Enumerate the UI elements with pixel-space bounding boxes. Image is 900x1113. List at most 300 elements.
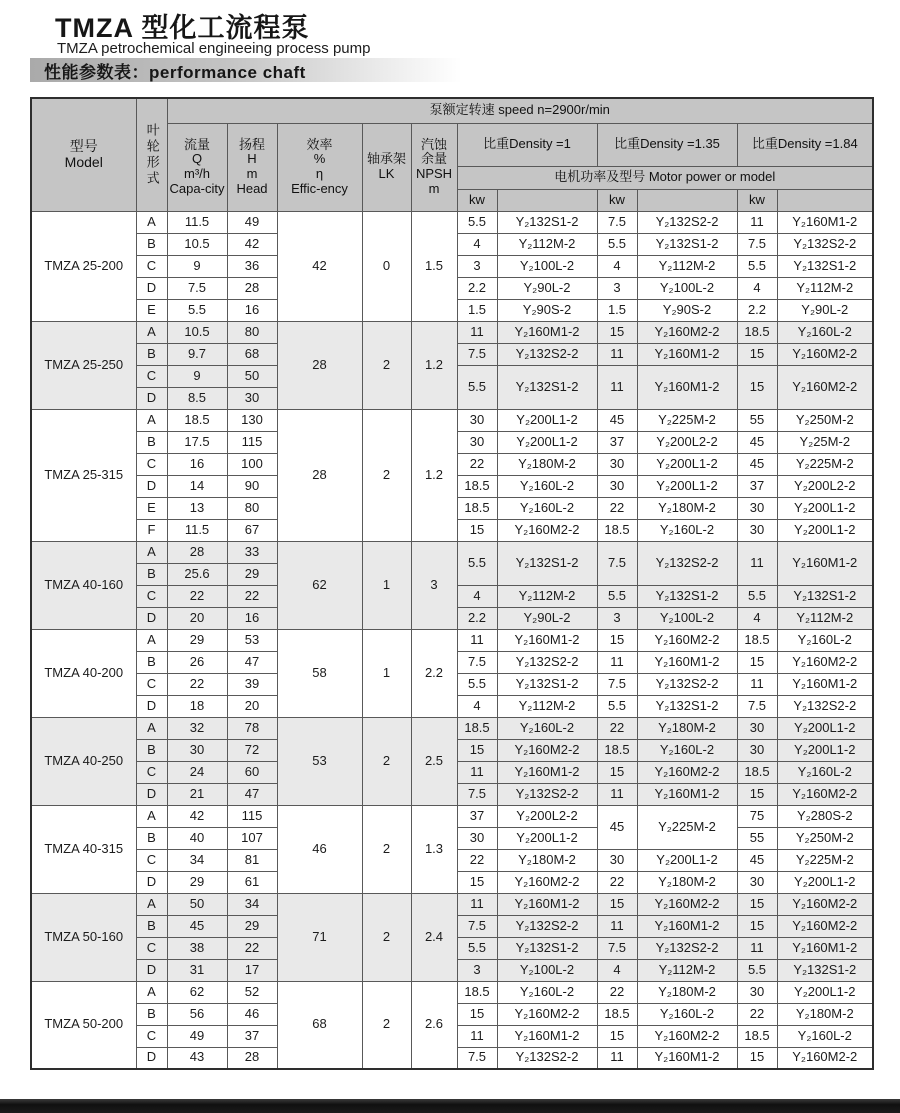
model-cell: TMZA 50-200 — [31, 981, 136, 1069]
motor-kw-cell: 18.5 — [597, 1003, 637, 1025]
header-bearing — [362, 123, 411, 211]
motor-model-cell: Y₂132S1-2 — [777, 585, 873, 607]
impeller-cell: A — [136, 409, 167, 431]
motor-model-cell: Y₂132S1-2 — [637, 233, 737, 255]
section-header — [30, 58, 462, 82]
impeller-cell: C — [136, 761, 167, 783]
motor-model-cell: Y₂225M-2 — [777, 849, 873, 871]
motor-model-cell: Y₂132S1-2 — [497, 937, 597, 959]
impeller-cell: C — [136, 849, 167, 871]
motor-model-cell: Y₂160M2-2 — [777, 343, 873, 365]
motor-kw-cell: 7.5 — [457, 651, 497, 673]
motor-kw-cell: 5.5 — [597, 695, 637, 717]
head-cell: 53 — [227, 629, 277, 651]
capacity-cell: 32 — [167, 717, 227, 739]
header-impeller — [136, 98, 167, 211]
impeller-cell: A — [136, 629, 167, 651]
capacity-cell: 26 — [167, 651, 227, 673]
impeller-cell: D — [136, 959, 167, 981]
page-title: TMZA 型化工流程泵 — [55, 13, 310, 43]
pump-row — [31, 981, 873, 1003]
model-cell: TMZA 40-315 — [31, 805, 136, 893]
head-cell: 115 — [227, 805, 277, 827]
motor-model-cell: Y₂160M1-2 — [777, 541, 873, 585]
head-cell: 37 — [227, 1025, 277, 1047]
pump-row — [31, 321, 873, 343]
capacity-cell: 16 — [167, 453, 227, 475]
capacity-cell: 14 — [167, 475, 227, 497]
motor-kw-cell: 4 — [457, 585, 497, 607]
header-capacity-zh: 流量 — [183, 136, 210, 152]
header-efficiency-unit: % — [313, 151, 326, 167]
pump-table-body — [31, 211, 873, 1069]
pump-row — [31, 211, 873, 233]
capacity-cell: 29 — [167, 629, 227, 651]
bearing-cell: 0 — [362, 211, 411, 321]
motor-kw-cell: 15 — [737, 1047, 777, 1069]
table-header — [31, 98, 873, 211]
motor-model-cell: Y₂160M2-2 — [497, 739, 597, 761]
motor-model-cell: Y₂200L1-2 — [497, 431, 597, 453]
motor-model-cell: Y₂200L1-2 — [637, 849, 737, 871]
bearing-cell: 2 — [362, 805, 411, 893]
npsh-cell: 1.2 — [411, 409, 457, 541]
efficiency-cell: 42 — [277, 211, 362, 321]
motor-kw-cell: 2.2 — [737, 299, 777, 321]
head-cell: 47 — [227, 783, 277, 805]
motor-kw-cell: 11 — [737, 541, 777, 585]
motor-model-cell: Y₂160M2-2 — [637, 321, 737, 343]
efficiency-cell: 46 — [277, 805, 362, 893]
motor-kw-cell: 5.5 — [457, 673, 497, 695]
motor-kw-cell: 30 — [737, 717, 777, 739]
motor-model-cell: Y₂200L2-2 — [637, 431, 737, 453]
capacity-cell: 38 — [167, 937, 227, 959]
head-cell: 80 — [227, 321, 277, 343]
bearing-cell: 2 — [362, 893, 411, 981]
motor-kw-cell: 3 — [457, 255, 497, 277]
motor-model-cell: Y₂160L-2 — [777, 629, 873, 651]
impeller-cell: C — [136, 937, 167, 959]
motor-kw-cell: 11 — [737, 673, 777, 695]
motor-kw-cell: 37 — [737, 475, 777, 497]
motor-model-cell: Y₂100L-2 — [497, 959, 597, 981]
head-cell: 22 — [227, 585, 277, 607]
motor-model-cell: Y₂160M1-2 — [637, 651, 737, 673]
head-cell: 34 — [227, 893, 277, 915]
capacity-cell: 11.5 — [167, 519, 227, 541]
motor-model-cell: Y₂180M-2 — [777, 1003, 873, 1025]
motor-kw-cell: 18.5 — [457, 981, 497, 1003]
bearing-cell: 2 — [362, 409, 411, 541]
npsh-cell: 2.4 — [411, 893, 457, 981]
impeller-cell: A — [136, 981, 167, 1003]
capacity-cell: 40 — [167, 827, 227, 849]
impeller-cell: A — [136, 805, 167, 827]
motor-model-cell: Y₂25M-2 — [777, 431, 873, 453]
impeller-cell: E — [136, 497, 167, 519]
capacity-cell: 18 — [167, 695, 227, 717]
npsh-cell: 3 — [411, 541, 457, 629]
motor-model-cell: Y₂90L-2 — [777, 299, 873, 321]
impeller-cell: E — [136, 299, 167, 321]
capacity-cell: 30 — [167, 739, 227, 761]
motor-model-cell: Y₂90S-2 — [497, 299, 597, 321]
motor-kw-cell: 30 — [457, 827, 497, 849]
impeller-cell: A — [136, 893, 167, 915]
motor-kw-cell: 22 — [597, 497, 637, 519]
header-model-en: Model — [64, 153, 103, 170]
capacity-cell: 5.5 — [167, 299, 227, 321]
motor-kw-cell: 15 — [457, 739, 497, 761]
motor-model-cell: Y₂160M2-2 — [777, 651, 873, 673]
motor-kw-cell: 11 — [597, 651, 637, 673]
motor-kw-cell: 30 — [597, 475, 637, 497]
head-cell: 17 — [227, 959, 277, 981]
motor-model-cell: Y₂132S2-2 — [637, 541, 737, 585]
impeller-cell: A — [136, 717, 167, 739]
motor-model-cell: Y₂160M1-2 — [637, 365, 737, 409]
pump-row — [31, 717, 873, 739]
motor-kw-cell: 11 — [457, 321, 497, 343]
npsh-cell: 1.3 — [411, 805, 457, 893]
motor-kw-cell: 55 — [737, 827, 777, 849]
page-subtitle: TMZA petrochemical engineeing process pump — [57, 40, 371, 57]
header-density-3: 比重Density =1.84 — [737, 123, 873, 166]
motor-model-cell: Y₂160M1-2 — [497, 761, 597, 783]
header-head-symbol: H — [247, 151, 257, 167]
motor-kw-cell: 18.5 — [737, 321, 777, 343]
motor-kw-cell: 1.5 — [597, 299, 637, 321]
motor-kw-cell: 18.5 — [737, 629, 777, 651]
motor-model-cell: Y₂90S-2 — [637, 299, 737, 321]
motor-kw-cell: 7.5 — [597, 541, 637, 585]
header-speed-banner: 泵额定转速 speed n=2900r/min — [167, 98, 873, 123]
impeller-cell: B — [136, 827, 167, 849]
motor-kw-cell: 5.5 — [737, 255, 777, 277]
motor-model-cell: Y₂132S2-2 — [637, 673, 737, 695]
motor-model-cell: Y₂132S2-2 — [637, 211, 737, 233]
header-head-unit: m — [246, 166, 258, 181]
motor-kw-cell: 4 — [737, 277, 777, 299]
capacity-cell: 31 — [167, 959, 227, 981]
motor-kw-cell: 5.5 — [457, 937, 497, 959]
head-cell: 67 — [227, 519, 277, 541]
impeller-cell: C — [136, 1025, 167, 1047]
pump-row — [31, 541, 873, 563]
header-npsh — [411, 123, 457, 211]
motor-model-cell: Y₂132S1-2 — [497, 541, 597, 585]
impeller-cell: F — [136, 519, 167, 541]
motor-kw-cell: 55 — [737, 409, 777, 431]
header-model-zh: 型号 — [69, 138, 98, 155]
motor-model-cell: Y₂225M-2 — [637, 409, 737, 431]
motor-kw-cell: 11 — [737, 211, 777, 233]
motor-kw-cell: 30 — [457, 431, 497, 453]
motor-model-cell: Y₂180M-2 — [637, 497, 737, 519]
impeller-cell: B — [136, 1003, 167, 1025]
header-density-2: 比重Density =1.35 — [597, 123, 737, 166]
header-npsh-zh1: 汽蚀 — [420, 136, 447, 152]
motor-kw-cell: 22 — [597, 717, 637, 739]
motor-kw-cell: 18.5 — [597, 739, 637, 761]
model-cell: TMZA 25-250 — [31, 321, 136, 409]
bearing-cell: 2 — [362, 981, 411, 1069]
impeller-cell: B — [136, 915, 167, 937]
header-head-zh: 扬程 — [238, 136, 265, 152]
motor-model-cell: Y₂160M2-2 — [637, 893, 737, 915]
motor-model-cell: Y₂200L1-2 — [497, 827, 597, 849]
motor-kw-cell: 22 — [457, 453, 497, 475]
motor-model-cell: Y₂160M1-2 — [497, 321, 597, 343]
motor-model-cell: Y₂250M-2 — [777, 409, 873, 431]
motor-model-cell: Y₂160M2-2 — [777, 1047, 873, 1069]
head-cell: 90 — [227, 475, 277, 497]
motor-kw-cell: 75 — [737, 805, 777, 827]
motor-kw-cell: 7.5 — [457, 783, 497, 805]
header-head-en: Head — [236, 180, 268, 196]
capacity-cell: 22 — [167, 673, 227, 695]
motor-model-cell: Y₂100L-2 — [637, 607, 737, 629]
efficiency-cell: 71 — [277, 893, 362, 981]
motor-kw-cell: 4 — [457, 233, 497, 255]
motor-kw-cell: 22 — [737, 1003, 777, 1025]
motor-model-cell: Y₂112M-2 — [637, 959, 737, 981]
motor-kw-cell: 3 — [457, 959, 497, 981]
model-cell: TMZA 50-160 — [31, 893, 136, 981]
motor-kw-cell: 15 — [737, 365, 777, 409]
efficiency-cell: 62 — [277, 541, 362, 629]
motor-model-cell: Y₂100L-2 — [497, 255, 597, 277]
motor-kw-cell: 18.5 — [457, 717, 497, 739]
head-cell: 29 — [227, 915, 277, 937]
motor-model-cell: Y₂112M-2 — [777, 607, 873, 629]
pump-row — [31, 629, 873, 651]
motor-model-cell: Y₂160L-2 — [777, 321, 873, 343]
motor-kw-cell: 5.5 — [457, 211, 497, 233]
impeller-cell: C — [136, 673, 167, 695]
capacity-cell: 25.6 — [167, 563, 227, 585]
motor-model-cell: Y₂132S1-2 — [777, 255, 873, 277]
motor-model-cell: Y₂160M2-2 — [777, 915, 873, 937]
motor-kw-cell: 15 — [737, 343, 777, 365]
motor-kw-cell: 45 — [737, 849, 777, 871]
capacity-cell: 45 — [167, 915, 227, 937]
motor-kw-cell: 22 — [457, 849, 497, 871]
page-bottom-edge — [0, 1099, 900, 1113]
head-cell: 16 — [227, 607, 277, 629]
motor-model-cell: Y₂132S1-2 — [497, 673, 597, 695]
capacity-cell: 34 — [167, 849, 227, 871]
motor-model-cell: Y₂100L-2 — [637, 277, 737, 299]
motor-kw-cell: 15 — [597, 629, 637, 651]
head-cell: 22 — [227, 937, 277, 959]
motor-model-cell: Y₂132S1-2 — [497, 211, 597, 233]
motor-model-cell: Y₂160M1-2 — [637, 915, 737, 937]
motor-kw-cell: 5.5 — [737, 959, 777, 981]
motor-model-cell: Y₂280S-2 — [777, 805, 873, 827]
capacity-cell: 9 — [167, 255, 227, 277]
capacity-cell: 8.5 — [167, 387, 227, 409]
header-density-1: 比重Density =1 — [457, 123, 597, 166]
motor-kw-cell: 11 — [597, 915, 637, 937]
head-cell: 28 — [227, 1047, 277, 1069]
head-cell: 61 — [227, 871, 277, 893]
motor-kw-cell: 1.5 — [457, 299, 497, 321]
bearing-cell: 2 — [362, 717, 411, 805]
capacity-cell: 29 — [167, 871, 227, 893]
motor-kw-cell: 15 — [737, 893, 777, 915]
head-cell: 81 — [227, 849, 277, 871]
capacity-cell: 50 — [167, 893, 227, 915]
efficiency-cell: 28 — [277, 409, 362, 541]
motor-model-cell: Y₂132S2-2 — [777, 233, 873, 255]
motor-kw-cell: 11 — [457, 1025, 497, 1047]
header-kw-1: kw — [457, 189, 497, 211]
head-cell: 100 — [227, 453, 277, 475]
head-cell: 130 — [227, 409, 277, 431]
motor-kw-cell: 30 — [597, 453, 637, 475]
motor-kw-cell: 45 — [597, 805, 637, 849]
capacity-cell: 9 — [167, 365, 227, 387]
impeller-cell: D — [136, 871, 167, 893]
motor-kw-cell: 15 — [597, 893, 637, 915]
head-cell: 80 — [227, 497, 277, 519]
impeller-cell: B — [136, 431, 167, 453]
motor-model-cell: Y₂132S1-2 — [777, 959, 873, 981]
motor-kw-cell: 15 — [597, 1025, 637, 1047]
motor-kw-cell: 7.5 — [597, 673, 637, 695]
motor-model-cell: Y₂132S2-2 — [497, 343, 597, 365]
header-kw-3: kw — [737, 189, 777, 211]
impeller-cell: D — [136, 695, 167, 717]
impeller-cell: B — [136, 651, 167, 673]
capacity-cell: 11.5 — [167, 211, 227, 233]
motor-model-cell: Y₂132S1-2 — [637, 695, 737, 717]
impeller-cell: B — [136, 343, 167, 365]
impeller-cell: D — [136, 387, 167, 409]
header-npsh-zh2: 余量 — [420, 151, 447, 167]
motor-model-cell: Y₂160M2-2 — [777, 365, 873, 409]
header-motor-model-1 — [497, 189, 597, 211]
motor-model-cell: Y₂112M-2 — [497, 695, 597, 717]
motor-model-cell: Y₂160M1-2 — [777, 211, 873, 233]
motor-kw-cell: 30 — [737, 871, 777, 893]
motor-model-cell: Y₂200L2-2 — [497, 805, 597, 827]
motor-kw-cell: 18.5 — [597, 519, 637, 541]
motor-model-cell: Y₂160M1-2 — [777, 937, 873, 959]
motor-model-cell: Y₂160M2-2 — [497, 519, 597, 541]
npsh-cell: 1.2 — [411, 321, 457, 409]
head-cell: 60 — [227, 761, 277, 783]
motor-model-cell: Y₂160L-2 — [497, 981, 597, 1003]
capacity-cell: 56 — [167, 1003, 227, 1025]
motor-kw-cell: 11 — [457, 893, 497, 915]
motor-kw-cell: 22 — [597, 871, 637, 893]
head-cell: 78 — [227, 717, 277, 739]
motor-model-cell: Y₂160L-2 — [777, 1025, 873, 1047]
head-cell: 39 — [227, 673, 277, 695]
capacity-cell: 21 — [167, 783, 227, 805]
motor-model-cell: Y₂90L-2 — [497, 277, 597, 299]
motor-model-cell: Y₂250M-2 — [777, 827, 873, 849]
motor-kw-cell: 30 — [737, 739, 777, 761]
motor-model-cell: Y₂112M-2 — [777, 277, 873, 299]
impeller-cell: B — [136, 739, 167, 761]
motor-kw-cell: 7.5 — [457, 915, 497, 937]
motor-model-cell: Y₂160L-2 — [777, 761, 873, 783]
motor-kw-cell: 18.5 — [457, 497, 497, 519]
motor-kw-cell: 4 — [737, 607, 777, 629]
motor-kw-cell: 18.5 — [737, 761, 777, 783]
motor-model-cell: Y₂90L-2 — [497, 607, 597, 629]
motor-kw-cell: 15 — [457, 871, 497, 893]
motor-kw-cell: 2.2 — [457, 607, 497, 629]
motor-model-cell: Y₂112M-2 — [497, 585, 597, 607]
motor-model-cell: Y₂112M-2 — [497, 233, 597, 255]
motor-kw-cell: 5.5 — [597, 233, 637, 255]
motor-model-cell: Y₂160M2-2 — [777, 893, 873, 915]
pump-row — [31, 893, 873, 915]
impeller-cell: A — [136, 541, 167, 563]
motor-kw-cell: 7.5 — [737, 695, 777, 717]
head-cell: 50 — [227, 365, 277, 387]
model-cell: TMZA 25-315 — [31, 409, 136, 541]
capacity-cell: 7.5 — [167, 277, 227, 299]
motor-kw-cell: 5.5 — [457, 365, 497, 409]
motor-kw-cell: 37 — [457, 805, 497, 827]
header-capacity-unit: m³/h — [184, 166, 210, 181]
impeller-cell: C — [136, 365, 167, 387]
motor-kw-cell: 4 — [597, 959, 637, 981]
head-cell: 36 — [227, 255, 277, 277]
bearing-cell: 2 — [362, 321, 411, 409]
model-cell: TMZA 40-250 — [31, 717, 136, 805]
motor-kw-cell: 37 — [597, 431, 637, 453]
motor-kw-cell: 15 — [457, 1003, 497, 1025]
bearing-cell: 1 — [362, 629, 411, 717]
impeller-cell: C — [136, 585, 167, 607]
model-cell: TMZA 25-200 — [31, 211, 136, 321]
efficiency-cell: 53 — [277, 717, 362, 805]
motor-model-cell: Y₂200L1-2 — [637, 475, 737, 497]
motor-model-cell: Y₂160M2-2 — [637, 761, 737, 783]
capacity-cell: 24 — [167, 761, 227, 783]
motor-kw-cell: 45 — [737, 431, 777, 453]
motor-model-cell: Y₂132S2-2 — [777, 695, 873, 717]
npsh-cell: 2.2 — [411, 629, 457, 717]
performance-table — [30, 97, 874, 1070]
capacity-cell: 28 — [167, 541, 227, 563]
capacity-cell: 42 — [167, 805, 227, 827]
head-cell: 33 — [227, 541, 277, 563]
motor-kw-cell: 11 — [597, 343, 637, 365]
motor-model-cell: Y₂200L1-2 — [777, 717, 873, 739]
header-efficiency — [277, 123, 362, 211]
motor-kw-cell: 18.5 — [457, 475, 497, 497]
motor-kw-cell: 7.5 — [597, 937, 637, 959]
motor-model-cell: Y₂160M2-2 — [637, 629, 737, 651]
motor-kw-cell: 7.5 — [457, 1047, 497, 1069]
motor-kw-cell: 11 — [597, 365, 637, 409]
motor-kw-cell: 15 — [737, 915, 777, 937]
motor-kw-cell: 7.5 — [737, 233, 777, 255]
motor-model-cell: Y₂132S2-2 — [497, 1047, 597, 1069]
motor-model-cell: Y₂132S2-2 — [497, 651, 597, 673]
efficiency-cell: 58 — [277, 629, 362, 717]
head-cell: 46 — [227, 1003, 277, 1025]
motor-kw-cell: 15 — [597, 761, 637, 783]
